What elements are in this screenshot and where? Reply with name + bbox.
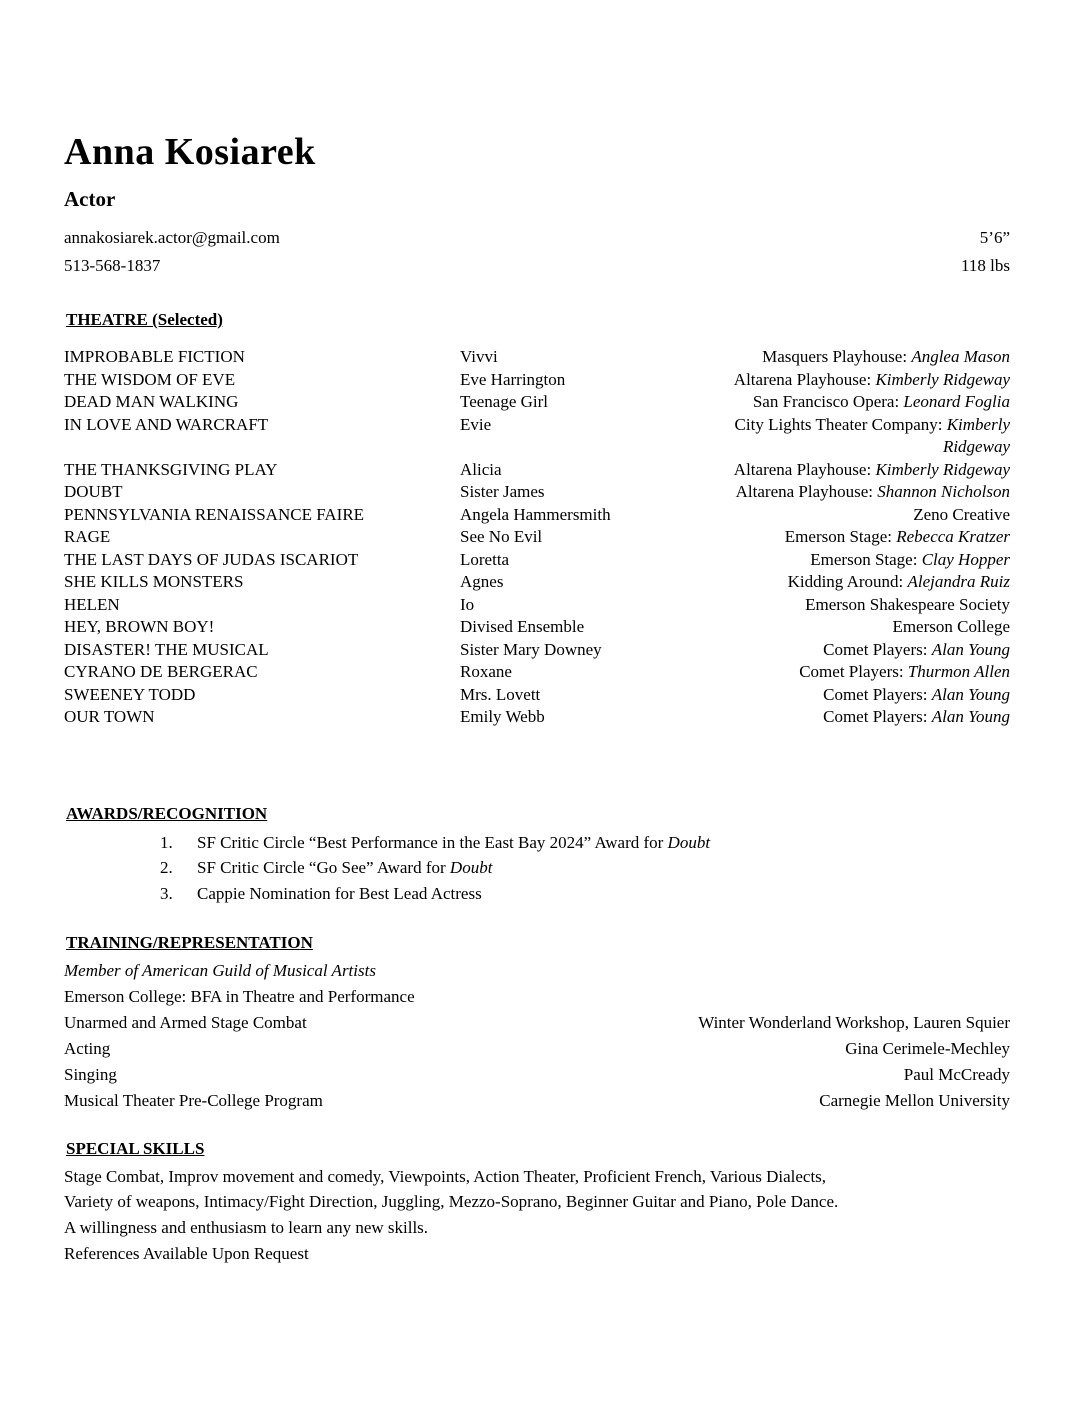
table-row	[64, 346, 1010, 369]
role-name: Mrs. Lovett	[460, 684, 541, 704]
role-name: Teenage Girl	[460, 392, 549, 411]
show-title: SWEENEY TODD	[64, 684, 196, 704]
award-text	[197, 830, 710, 856]
venue-name: Kidding Around:	[787, 572, 908, 591]
show-title: RAGE	[64, 527, 111, 546]
director-name: Alejandra Ruiz	[907, 572, 1010, 591]
training-membership-line: Member of American Guild of Musical Artists	[64, 960, 376, 980]
venue-cell	[690, 369, 1010, 392]
venue-name: Altarena Playhouse:	[733, 369, 876, 389]
table-row	[64, 526, 1010, 549]
venue-name: Emerson Stage:	[784, 527, 897, 546]
award-text-prefix: SF Critic Circle “Best Performance in the East Bay 2024” Award for	[197, 832, 668, 852]
table-row	[64, 414, 1010, 459]
venue-cell	[690, 684, 1010, 707]
show-title: IMPROBABLE FICTION	[64, 347, 245, 366]
director-name: Shannon Nicholson	[877, 482, 1010, 501]
show-title: THE WISDOM OF EVE	[64, 369, 236, 389]
contact-row	[64, 252, 1010, 280]
skills-line: A willingness and enthusiasm to learn any new skills.	[64, 1218, 429, 1238]
training-skill: Unarmed and Armed Stage Combat	[64, 1012, 307, 1032]
award-text	[197, 881, 482, 907]
director-name: Kimberly Ridgeway	[875, 459, 1010, 479]
table-row	[64, 571, 1010, 594]
award-text-prefix: SF Critic Circle “Go See” Award for	[197, 858, 450, 878]
venue-name: Emerson Shakespeare Society	[805, 594, 1010, 614]
venue-cell	[690, 639, 1010, 662]
show-title: DOUBT	[64, 482, 123, 501]
section-heading-awards: AWARDS/RECOGNITION	[66, 803, 268, 823]
award-show-italic: Doubt	[667, 832, 711, 852]
training-college-line: Emerson College: BFA in Theatre and Performance	[64, 986, 415, 1006]
award-number: 2.	[160, 858, 173, 878]
height-text: 5’6”	[979, 228, 1010, 247]
table-row	[64, 684, 1010, 707]
role-name: Sister James	[460, 482, 545, 501]
skills-line: Variety of weapons, Intimacy/Fight Direction, Juggling, Mezzo-Soprano, Beginner Guitar and Piano, Pole Dance.	[64, 1192, 839, 1212]
training-row	[64, 1062, 1010, 1088]
venue-cell	[690, 346, 1010, 369]
award-text	[197, 855, 492, 881]
email-text: annakosiarek.actor@gmail.com	[64, 228, 280, 247]
show-title: CYRANO DE BERGERAC	[64, 662, 258, 681]
training-skill: Acting	[64, 1038, 111, 1058]
venue-cell	[690, 504, 1010, 527]
role-name: Emily Webb	[460, 707, 545, 726]
venue-cell	[690, 549, 1010, 572]
awards-list	[64, 830, 1010, 907]
director-name: Leonard Foglia	[903, 392, 1010, 411]
list-item	[64, 855, 1010, 881]
table-row	[64, 459, 1010, 482]
show-title: DISASTER! THE MUSICAL	[64, 639, 269, 659]
training-skill: Musical Theater Pre-College Program	[64, 1090, 323, 1110]
venue-name: Emerson Stage:	[810, 549, 922, 569]
skills-line: Stage Combat, Improv movement and comedy, Viewpoints, Action Theater, Proficient French, Various Dialects,	[64, 1166, 827, 1186]
venue-cell	[690, 459, 1010, 482]
show-title: IN LOVE AND WARCRAFT	[64, 414, 269, 434]
role-name: Evie	[460, 414, 492, 434]
table-row	[64, 549, 1010, 572]
show-title: THE LAST DAYS OF JUDAS ISCARIOT	[64, 549, 359, 569]
weight-text: 118 lbs	[961, 256, 1010, 275]
venue-name: Altarena Playhouse:	[733, 459, 876, 479]
table-row	[64, 369, 1010, 392]
director-name: Kimberly Ridgeway	[942, 414, 1010, 456]
table-row	[64, 391, 1010, 414]
role-name: Sister Mary Downey	[460, 639, 602, 659]
show-title: DEAD MAN WALKING	[64, 392, 239, 411]
training-skill: Singing	[64, 1064, 117, 1084]
show-title: HELEN	[64, 594, 120, 614]
training-row	[64, 1010, 1010, 1036]
venue-name: Altarena Playhouse:	[735, 482, 878, 501]
venue-name: Zeno Creative	[913, 504, 1010, 524]
table-row	[64, 706, 1010, 729]
section-heading-skills: SPECIAL SKILLS	[66, 1138, 205, 1158]
contact-block	[64, 224, 1010, 280]
training-provider: Gina Cerimele-Mechley	[845, 1038, 1010, 1058]
venue-name: Comet Players:	[823, 684, 932, 704]
section-heading-training: TRAINING/REPRESENTATION	[66, 932, 313, 952]
theatre-table	[64, 346, 1010, 729]
venue-name: City Lights Theater Company:	[734, 414, 947, 434]
table-row	[64, 481, 1010, 504]
skills-block	[64, 1164, 1010, 1267]
show-title: PENNSYLVANIA RENAISSANCE FAIRE	[64, 504, 365, 524]
venue-name: San Francisco Opera:	[752, 392, 904, 411]
role-name: Roxane	[460, 662, 512, 681]
venue-name: Emerson College	[892, 617, 1010, 636]
director-name: Rebecca Kratzer	[896, 527, 1010, 546]
venue-cell	[690, 571, 1010, 594]
venue-cell	[690, 526, 1010, 549]
role-name: See No Evil	[460, 527, 543, 546]
training-provider: Winter Wonderland Workshop, Lauren Squier	[698, 1012, 1010, 1032]
director-name: Clay Hopper	[921, 549, 1010, 569]
director-name: Alan Young	[931, 639, 1010, 659]
award-text-prefix: Cappie Nomination for Best Lead Actress	[197, 883, 482, 903]
role-name: Vivvi	[460, 347, 498, 366]
venue-cell	[690, 706, 1010, 729]
role-name: Loretta	[460, 549, 510, 569]
venue-name: Comet Players:	[823, 639, 932, 659]
award-number: 1.	[160, 832, 173, 852]
director-name: Alan Young	[931, 707, 1010, 726]
contact-row	[64, 224, 1010, 252]
role-name: Io	[460, 594, 475, 614]
subtitle: Actor	[64, 187, 116, 211]
show-title: OUR TOWN	[64, 707, 155, 726]
training-row	[64, 1088, 1010, 1114]
section-heading-theatre: THEATRE (Selected)	[66, 310, 223, 329]
role-name: Alicia	[460, 459, 502, 479]
table-row	[64, 616, 1010, 639]
page-title: Anna Kosiarek	[64, 131, 316, 173]
table-row	[64, 639, 1010, 662]
list-item	[64, 830, 1010, 856]
director-name: Kimberly Ridgeway	[875, 369, 1010, 389]
phone-text: 513-568-1837	[64, 256, 161, 275]
venue-cell	[690, 661, 1010, 684]
director-name: Alan Young	[931, 684, 1010, 704]
role-name: Eve Harrington	[460, 369, 566, 389]
award-show-italic: Doubt	[449, 858, 493, 878]
training-provider: Paul McCready	[903, 1064, 1010, 1084]
director-name: Anglea Mason	[911, 347, 1010, 366]
venue-cell	[690, 391, 1010, 414]
training-provider: Carnegie Mellon University	[819, 1090, 1010, 1110]
show-title: SHE KILLS MONSTERS	[64, 572, 244, 591]
table-row	[64, 504, 1010, 527]
show-title: HEY, BROWN BOY!	[64, 617, 215, 636]
training-row	[64, 1036, 1010, 1062]
venue-cell	[690, 616, 1010, 639]
venue-name: Masquers Playhouse:	[762, 347, 912, 366]
role-name: Agnes	[460, 572, 504, 591]
table-row	[64, 594, 1010, 617]
role-name: Divised Ensemble	[460, 617, 585, 636]
show-title: THE THANKSGIVING PLAY	[64, 459, 278, 479]
venue-name: Comet Players:	[823, 707, 932, 726]
venue-name: Comet Players:	[799, 662, 908, 681]
role-name: Angela Hammersmith	[460, 504, 611, 524]
training-block	[64, 958, 1010, 1114]
list-item	[64, 881, 1010, 907]
venue-cell	[690, 594, 1010, 617]
skills-line: References Available Upon Request	[64, 1243, 309, 1263]
table-row	[64, 661, 1010, 684]
award-number: 3.	[160, 883, 173, 903]
venue-cell	[690, 414, 1010, 459]
venue-cell	[690, 481, 1010, 504]
director-name: Thurmon Allen	[907, 662, 1010, 681]
